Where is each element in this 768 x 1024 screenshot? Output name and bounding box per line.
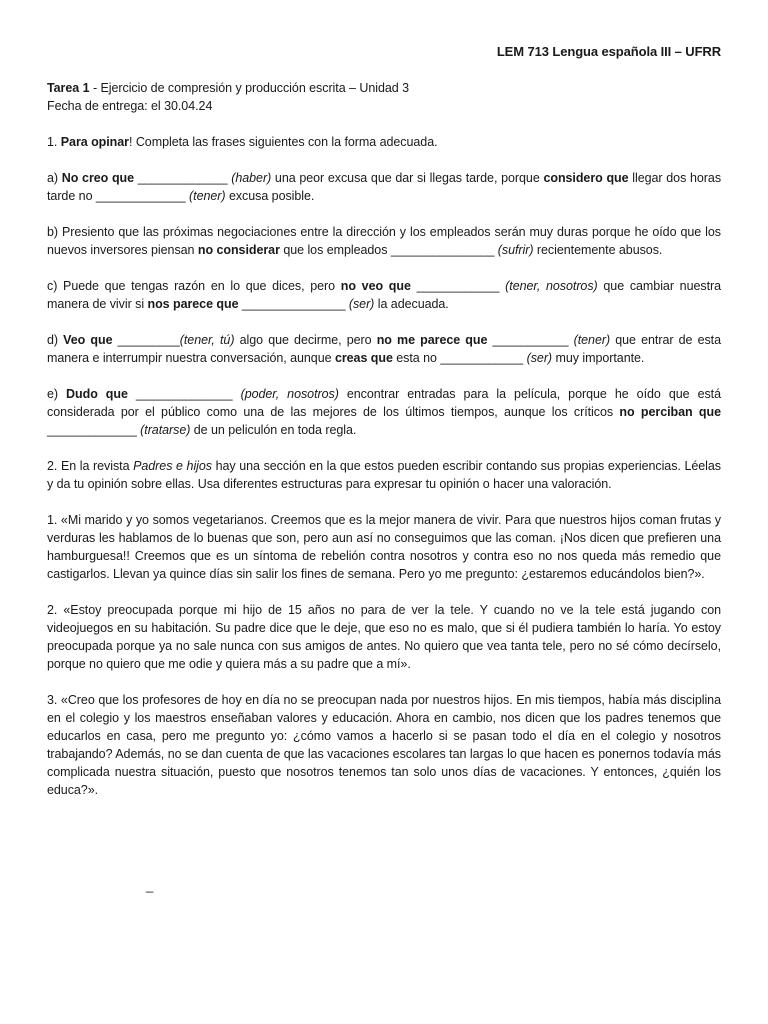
letter-1: 1. «Mi marido y yo somos vegetarianos. Creemos que es la mejor manera de vivir. Para que nuestros hijos coman frutas y verduras les hablamos de lo buenas que son, pero aun así no conseguimos que las coman. ¡Nos dicen que prefieren una hamburguesa!! Creemos que es un síntoma de rebelión contra nosotros y contra eso no nos queda más remedio que castigarlos. Llevan ya quince días sin salir los fines de semana. Pero yo me pregunto: ¿estaremos educándolos bien?».	[47, 513, 721, 581]
task-title: Tarea 1 - Ejercicio de compresión y producción escrita – Unidad 3	[47, 81, 409, 95]
letter-2: 2. «Estoy preocupada porque mi hijo de 15 años no para de ver la tele. Y cuando no ve la tele está jugando con videojuegos en su habitación. Su padre dice que le deje, que eso no es malo, que si él pudiera también lo haría. Yo estoy preocupada porque ya no sale nunca con sus amigos de antes. No quiero que vea tanta tele, pero no sé cómo decírselo, porque no quiero que me odie y quiera más a su padre que a mí».	[47, 603, 721, 671]
course-header: LEM 713 Lengua española III – UFRR	[496, 44, 721, 59]
due-date: Fecha de entrega: el 30.04.24	[47, 99, 213, 113]
item-b: b) Presiento que las próximas negociaciones entre la dirección y los empleados serán muy duras porque he oído que los nuevos inversores piensan no considerar que los empleados _______________ (sufrir) recientemente abusos.	[47, 225, 721, 257]
document-body	[47, 79, 721, 799]
trailing-dash: _	[146, 878, 154, 893]
exercise-2-instructions: 2. En la revista Padres e hijos hay una sección en la que estos pueden escribir contando sus propias experiencias. Léelas y da tu opinión sobre ellas. Usa diferentes estructuras para expresar tu opinión o hacer una valoración.	[47, 459, 721, 491]
item-c: c) Puede que tengas razón en lo que dices, pero no veo que ____________ (tener, nosotros) que cambiar nuestra manera de vivir si nos parece que _______________ (ser) la adecuada.	[47, 279, 722, 311]
letter-3: 3. «Creo que los profesores de hoy en día no se preocupan nada por nuestros hijos. En mis tiempos, había más disciplina en el colegio y los maestros enseñaban valores y educación. Ahora en cambio, nos dicen que los padres tenemos que educarlos en casa, pero me pregunto yo: ¿cómo vamos a hacerlo si se pasan todo el día en el colegio y nosotros trabajando? Además, no se dan cuenta de que las vacaciones escolares tan largas lo que hacen es ponernos todavía más complicada nuestra situación, puesto que nosotros tenemos tan solo unos días de vacaciones. Y entonces, ¿quién los educa?».	[47, 693, 721, 797]
exercise-1-instructions: 1. Para opinar! Completa las frases siguientes con la forma adecuada.	[47, 135, 438, 149]
item-d: d) Veo que _________(tener, tú) algo que decirme, pero no me parece que ___________ (tener) que entrar de esta manera e interrumpir nuestra conversación, aunque creas que esta no ____________ (ser) muy importante.	[47, 333, 721, 365]
item-a: a) No creo que _____________ (haber) una peor excusa que dar si llegas tarde, porque considero que llegar dos horas tarde no _____________ (tener) excusa posible.	[47, 171, 722, 203]
item-e: e) Dudo que ______________ (poder, nosotros) encontrar entradas para la película, porque he oído que está considerada por el público como una de las mejores de los últimos tiempos, aunque los críticos no perciban que _____________ (tratarse) de un peliculón en toda regla.	[47, 387, 721, 437]
